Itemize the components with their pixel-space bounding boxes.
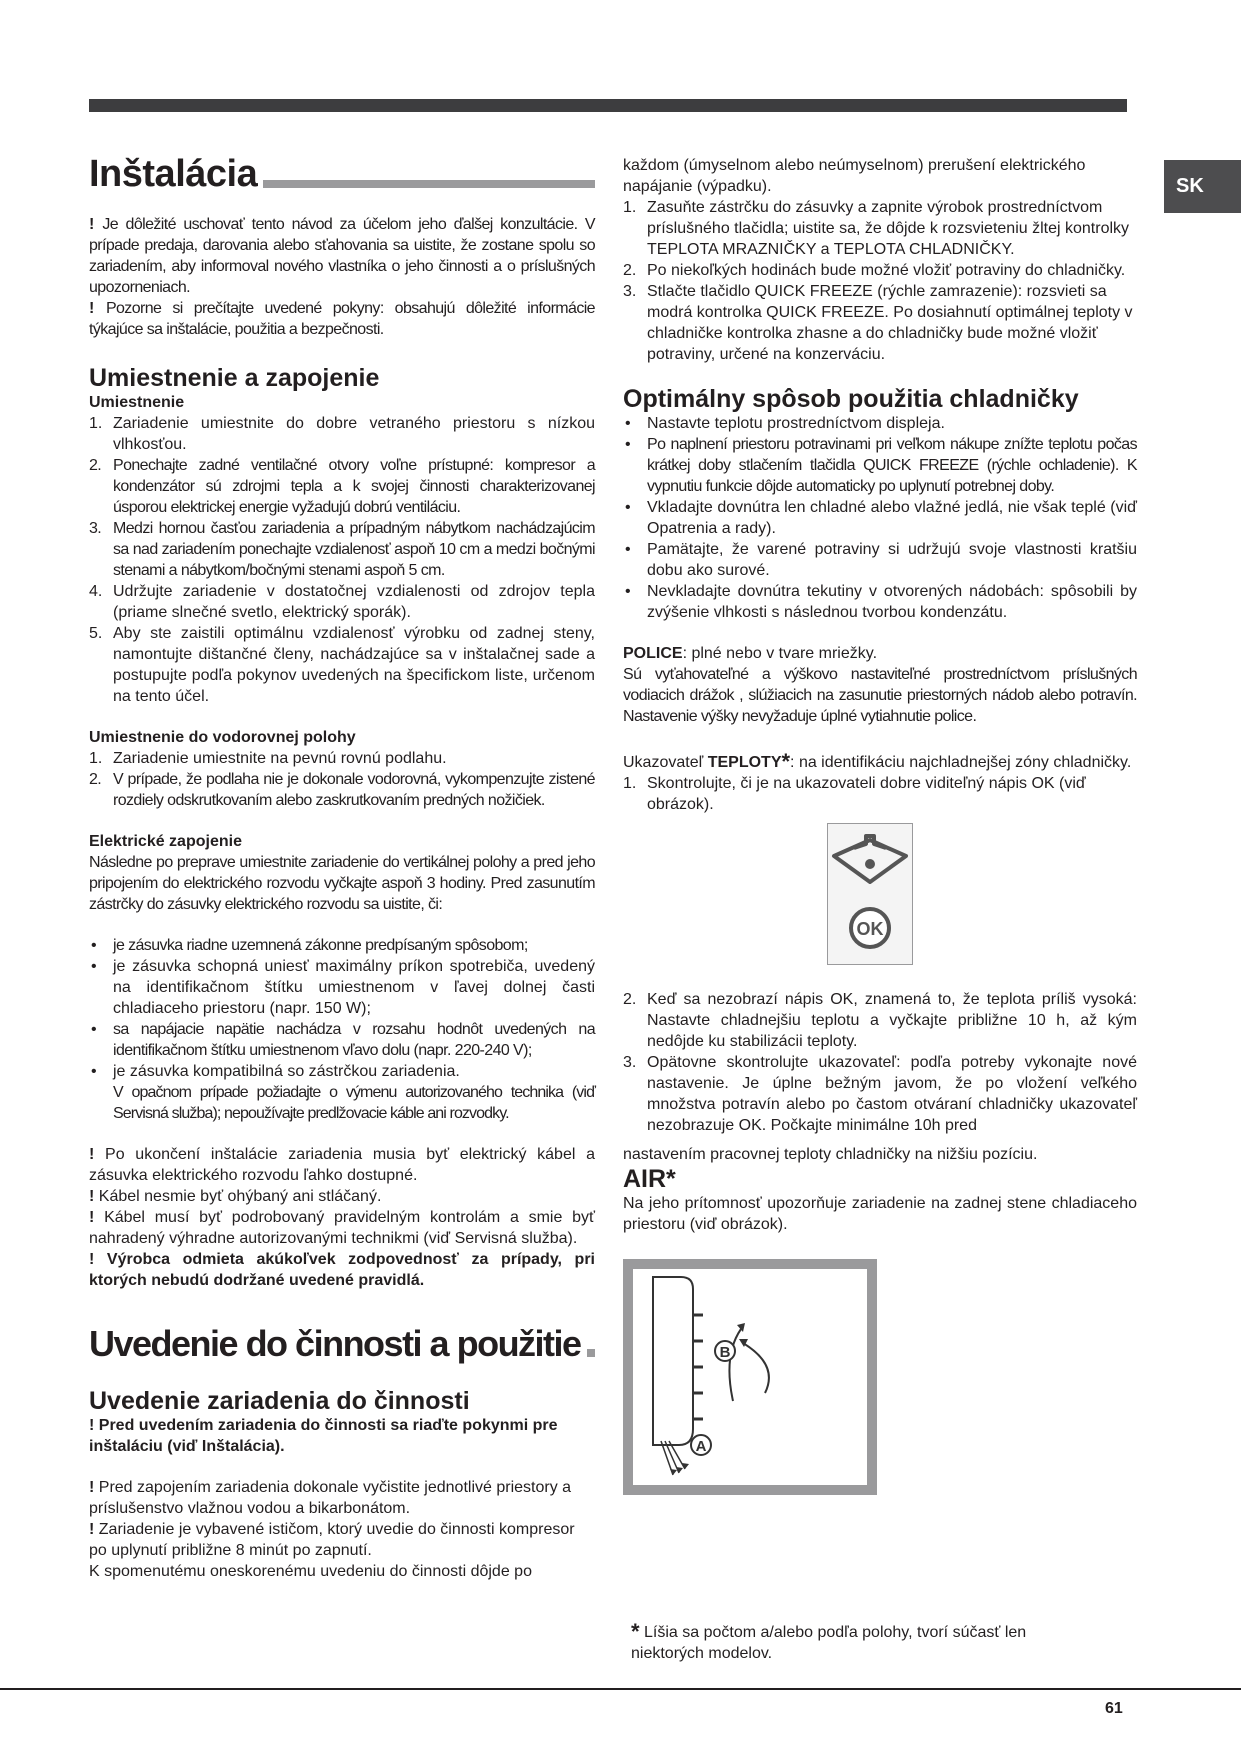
top-divider-bar	[89, 99, 1127, 112]
warning-2: ! Kábel nesmie byť ohýbaný ani stláčaný.	[89, 1188, 382, 1205]
indicator-tail: nastavením pracovnej teploty chladničky na nižšiu pozíciu.	[623, 1146, 1038, 1163]
optimal-use-list	[623, 413, 1137, 623]
air-label-b: B	[719, 1344, 731, 1361]
list-item: 1. Zariadenie umiestnite do dobre vetraného priestoru s nízkou vlhkosťou.	[89, 413, 595, 455]
left-column	[89, 150, 595, 1582]
list-item: • Nastavte teplotu prostredníctvom displeja.	[623, 413, 1137, 434]
list-item: 2. Ponechajte zadné ventilačné otvory voľne prístupné: kompresor a kondenzátor sú zdrojmi tepla a k svojej činnosti charakterizovanej úsporou elektrickej energie vyžadujú dobrú ventiláciu.	[89, 455, 595, 518]
ok-indicator-figure	[827, 823, 913, 965]
warning-3: ! Kábel musí byť podrobovaný pravidelným kontrolám a smie byť nahradený výhradne autorizovanými technikmi (viď Servisná služba).	[89, 1209, 595, 1247]
section-title-installation: Inštalácia	[89, 150, 595, 198]
indicator-steps-1	[623, 773, 1137, 815]
list-item: • je zásuvka kompatibilná so zástrčkou zariadenia. V opačnom prípade požiadajte o výmenu autorizovaného technika (viď Servisná služba); nepoužívajte predlžovacie káble ani rozvodky.	[89, 1061, 595, 1124]
shelves-line: POLICE: plné nebo v tvare mriežky.	[623, 645, 878, 662]
list-item: 3. Stlačte tlačidlo QUICK FREEZE (rýchle zamrazenie): rozsvieti sa modrá kontrolka QUICK FREEZE. Po dosiahnutí optimálnej teploty v chladničke kontrolka zhasne a do chladničky bude možné vložiť potraviny, určené na konzerváciu.	[623, 281, 1137, 365]
ok-indicator-drawing	[828, 824, 912, 964]
subheading-leveling: Umiestnenie do vodorovnej polohy	[89, 729, 356, 746]
subheading-placement: Umiestnenie	[89, 394, 185, 411]
right-column	[623, 155, 1137, 1495]
heading-optimal-use: Optimálny spôsob použitia chladničky	[623, 385, 1079, 413]
list-item: 2. Keď sa nezobrazí nápis OK, znamená to, že teplota príliš vysoká: Nastavte chladnejšiu teplotu a vyčkajte približne 10 h, až kým nedôjde ku stabilizácii teploty.	[623, 989, 1137, 1052]
warning-4: ! Výrobca odmieta akúkoľvek zodpovednosť za prípady, pri ktorých nebudú dodržané uvedené pravidlá.	[89, 1251, 595, 1289]
list-item: 1. Skontrolujte, či je na ukazovateli dobre viditeľný nápis OK (viď obrázok).	[623, 773, 1137, 815]
list-item: 5. Aby ste zaistili optimálnu vzdialenosť výrobku od zadnej steny, namontujte dištančné členy, nachádzajúce sa v inštalačnej sade a postupujte podľa pokynov uvedených na špecifickom liste, určenom na tento účel.	[89, 623, 595, 707]
electrical-otherwise: V opačnom prípade požiadajte o výmenu autorizovaného technika (viď Servisná služba); nepoužívajte predlžovacie káble ani rozvodky.	[113, 1084, 595, 1122]
heading-placement: Umiestnenie a zapojenie	[89, 364, 380, 392]
placement-list	[89, 413, 595, 707]
air-figure	[623, 1259, 877, 1495]
intro-paragraph-1: ! Je dôležité uschovať tento návod za účelom jeho ďalšej konzultácie. V prípade predaja, darovania alebo sťahovania sa uistite, že zostane spolu so zariadením, aby informoval nového vlastníka o jeho činnosti a o príslušných upozorneniach.	[89, 216, 595, 296]
air-figure-drawing	[633, 1269, 867, 1485]
startup-text-3: K spomenutému oneskorenému uvedeniu do činnosti dôjde po	[89, 1563, 532, 1580]
list-item: 1. Zariadenie umiestnite na pevnú rovnú podlahu.	[89, 748, 595, 769]
electrical-checklist	[89, 935, 595, 1124]
electrical-text: Následne po preprave umiestnite zariadenie do vertikálnej polohy a pred jeho pripojením do elektrického rozvodu vyčkajte aspoň 3 hodiny. Pred zasunutím zástrčky do zásuvky elektrického rozvodu sa uistite, či:	[89, 854, 595, 913]
list-item: • Po naplnení priestoru potravinami pri veľkom nákupe znížte teplotu počas krátkej doby stlačením tlačidla QUICK FREEZE (rýchle ochladenie). K vypnutiu funkcie dôjde automaticky po uplynutí potrebnej doby.	[623, 434, 1137, 497]
indicator-intro: Ukazovateľ TEPLOTY*: na identifikáciu najchladnejšej zóny chladničky.	[623, 749, 1132, 774]
intro-paragraph-2: ! Pozorne si prečítajte uvedené pokyny: obsahujú dôležité informácie týkajúce sa inštalácie, použitia a bezpečnosti.	[89, 300, 595, 338]
subheading-electrical: Elektrické zapojenie	[89, 833, 242, 850]
startup-bold-note: ! Pred uvedením zariadenia do činnosti sa riaďte pokynmi pre inštaláciu (viď Inštalácia).	[89, 1417, 558, 1455]
heading-startup: Uvedenie zariadenia do činnosti	[89, 1387, 470, 1415]
bottom-rule	[0, 1688, 1241, 1690]
list-item: 4. Udržujte zariadenie v dostatočnej vzdialenosti od zdrojov tepla (priame slnečné svetlo, elektrický sporák).	[89, 581, 595, 623]
list-item: • sa napájacie napätie nachádza v rozsahu hodnôt uvedených na identifikačnom štítku umiestnenom vľavo dolu (napr. 220-240 V);	[89, 1019, 595, 1061]
list-item: 1. Zasuňte zástrčku do zásuvky a zapnite výrobok prostredníctvom príslušného tlačidla; uistite sa, že dôjde k rozsvieteniu žltej kontrolky TEPLOTA MRAZNIČKY a TEPLOTA CHLADNIČKY.	[623, 197, 1137, 260]
startup-text-2: ! Zariadenie je vybavené ističom, ktorý uvedie do činnosti kompresor po uplynutí približne 8 minút po zapnutí.	[89, 1521, 575, 1559]
list-item: • Pamätajte, že varené potraviny si udržujú svoje vlastnosti kratšiu dobu ako surové.	[623, 539, 1137, 581]
section-title-startup: Uvedenie do činnosti a použitie	[89, 1321, 595, 1367]
indicator-steps-2	[623, 989, 1137, 1136]
startup-steps	[623, 197, 1137, 365]
list-item: • je zásuvka schopná uniesť maximálny príkon spotrebiča, uvedený na identifikačnom štítku umiestnenom v ľavej dolnej časti chladiaceho priestoru (napr. 150 W);	[89, 956, 595, 1019]
language-tab: SK	[1164, 160, 1241, 213]
leveling-list	[89, 748, 595, 811]
list-item: 3. Opätovne skontrolujte ukazovateľ: podľa potreby vykonajte nové nastavenie. Je úplne bežným javom, že po vložení veľkého množstva potravín alebo po častom otváraní chladničky ukazovateľ nezobrazuje OK. Počkajte minimálne 10h pred	[623, 1052, 1137, 1136]
startup-text-1: ! Pred zapojením zariadenia dokonale vyčistite jednotlivé priestory a príslušenstvo vlažnou vodou a bikarbonátom.	[89, 1479, 572, 1517]
air-label-a: A	[695, 1438, 707, 1455]
ok-label: OK	[856, 919, 884, 939]
page-number: 61	[1105, 1700, 1123, 1717]
warning-1: ! Po ukončení inštalácie zariadenia musia byť elektrický kábel a zásuvka elektrického rozvodu ľahko dostupné.	[89, 1146, 595, 1184]
list-item: 2. V prípade, že podlaha nie je dokonale vodorovná, vykompenzujte zistené rozdiely odskrutkovaním alebo zaskrutkovaním predných nožičiek.	[89, 769, 595, 811]
list-item: 2. Po niekoľkých hodinách bude možné vložiť potraviny do chladničky.	[623, 260, 1137, 281]
heading-air: AIR*	[623, 1165, 676, 1193]
list-item: • je zásuvka riadne uzemnená zákonne predpísaným spôsobom;	[89, 935, 595, 956]
air-text: Na jeho prítomnosť upozorňuje zariadenie na zadnej stene chladiaceho priestoru (viď obrázok).	[623, 1195, 1137, 1233]
list-item: 3. Medzi hornou časťou zariadenia a prípadným nábytkom nachádzajúcim sa nad zariadením ponechajte vzdialenosť aspoň 10 cm a medzi bočnými stenami a nábytkom/bočnými stenami aspoň 5 cm.	[89, 518, 595, 581]
list-item: • Nevkladajte dovnútra tekutiny v otvorených nádobách: spôsobili by zvýšenie vlhkosti s následnou tvorbou kondenzátu.	[623, 581, 1137, 623]
startup-continued: každom (úmyselnom alebo neúmyselnom) prerušení elektrického napájanie (výpadku).	[623, 157, 1086, 195]
list-item: • Vkladajte dovnútra len chladné alebo vlažné jedlá, nie však teplé (viď Opatrenia a rady).	[623, 497, 1137, 539]
shelves-text: Sú vyťahovateľné a výškovo nastaviteľné prostredníctvom príslušných vodiacich drážok , slúžiacich na zasunutie priestorných nádob alebo potravín. Nastavenie výšky nevyžaduje úplné vytiahnutie police.	[623, 666, 1137, 725]
footnote: * Líšia sa počtom a/alebo podľa polohy, tvorí súčasť len niektorých modelov.	[631, 1619, 1027, 1662]
